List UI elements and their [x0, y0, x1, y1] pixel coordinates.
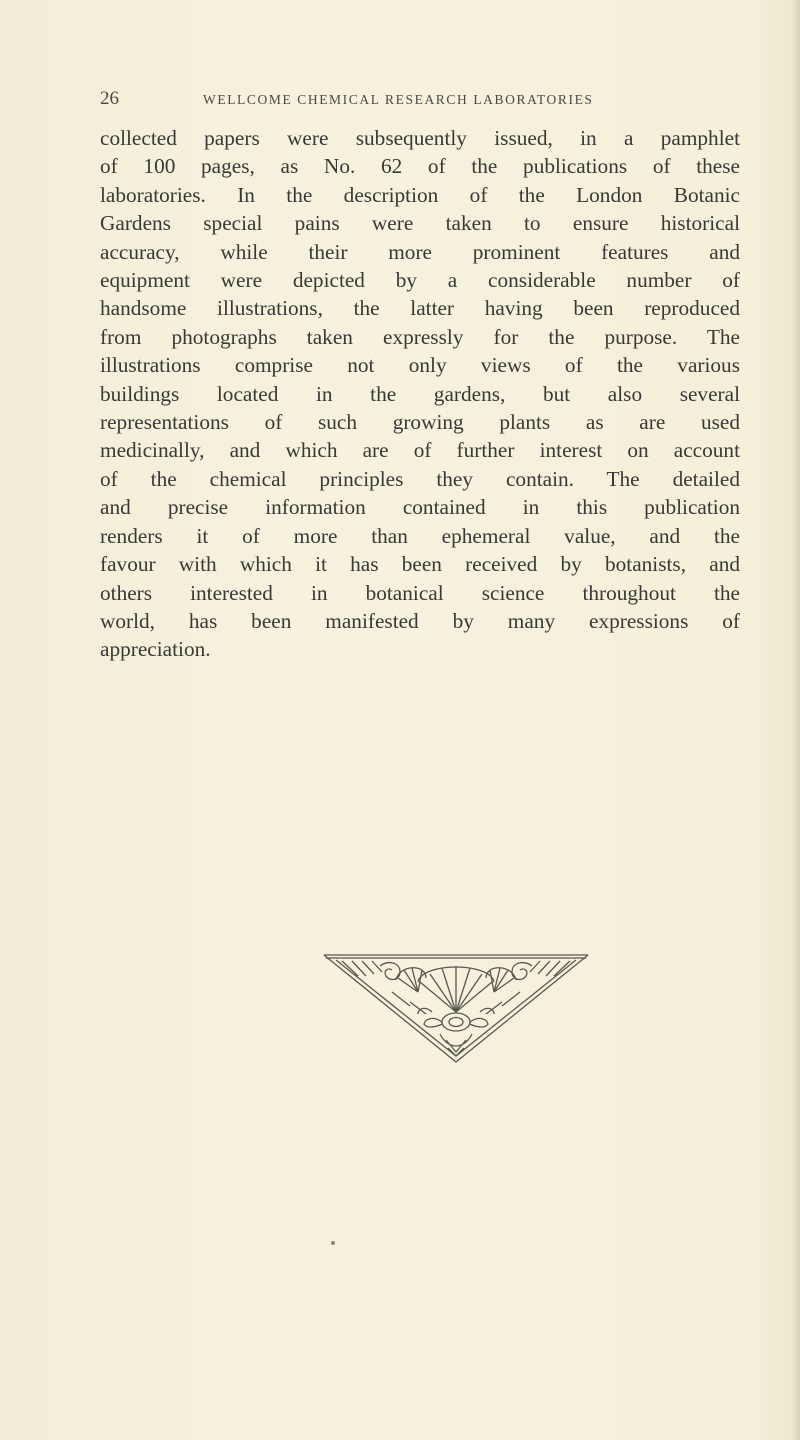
tailpiece-ornament-icon: [322, 952, 590, 1064]
text-line: appreciation.: [100, 637, 211, 662]
body-paragraph: [100, 124, 740, 664]
text-line: buildings located in the gardens, but also several: [100, 381, 740, 406]
page-speck: [331, 1241, 335, 1245]
text-line: from photographs taken expressly for the purpose. The: [100, 324, 740, 349]
text-line: others interested in botanical science throughout the: [100, 580, 740, 605]
running-title: WELLCOME CHEMICAL RESEARCH LABORATORIES: [203, 92, 594, 107]
text-line: Gardens special pains were taken to ensure historical: [100, 211, 740, 236]
text-line: renders it of more than ephemeral value, and the: [100, 523, 740, 548]
text-line: accuracy, while their more prominent features and: [100, 239, 740, 264]
text-line: of the chemical principles they contain. The detailed: [100, 466, 740, 491]
text-line: representations of such growing plants as are used: [100, 410, 740, 435]
text-line: of 100 pages, as No. 62 of the publications of these: [100, 154, 740, 179]
text-line: illustrations comprise not only views of the various: [100, 353, 740, 378]
text-line: handsome illustrations, the latter having been reproduced: [100, 296, 740, 321]
running-head: [100, 88, 740, 116]
text-line: equipment were depicted by a considerable number of: [100, 268, 740, 293]
text-line: favour with which it has been received by botanists, and: [100, 552, 740, 577]
text-line: world, has been manifested by many expressions of: [100, 608, 740, 633]
page-number: 26: [100, 88, 119, 109]
text-line: medicinally, and which are of further interest on account: [100, 438, 740, 463]
text-line: laboratories. In the description of the London Botanic: [100, 182, 740, 207]
page-edge-shadow: [792, 0, 800, 1440]
text-line: collected papers were subsequently issued, in a pamphlet: [100, 126, 740, 150]
text-line: and precise information contained in this publication: [100, 495, 740, 520]
